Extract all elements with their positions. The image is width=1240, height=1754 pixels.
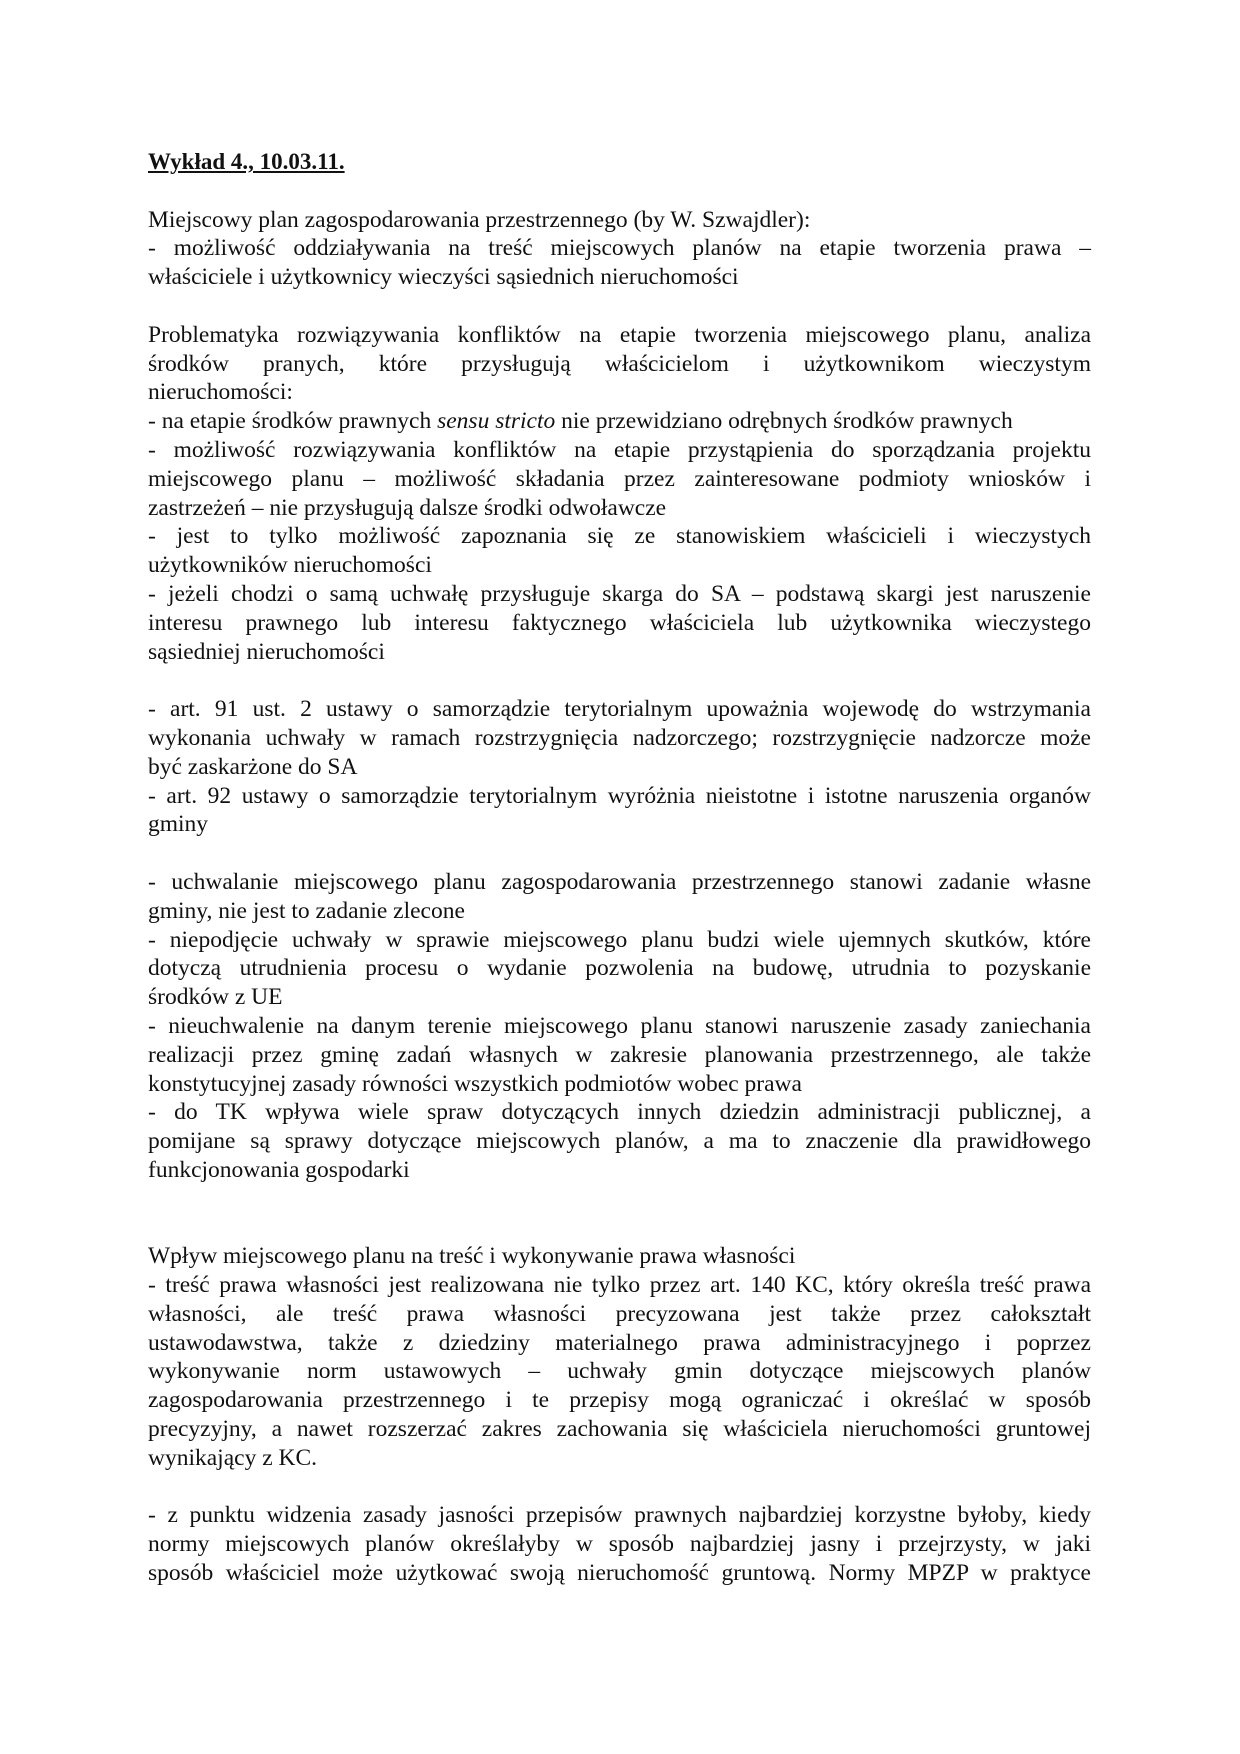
text-line: - do TK wpływa wiele spraw dotyczących innych dziedzin administracji publicznej, a xyxy=(148,1099,1091,1126)
text-line: precyzyjny, a nawet rozszerzać zakres zachowania się właściciela nieruchomości gruntowej xyxy=(148,1416,1091,1443)
text-line: środków pranych, które przysługują właścicielom i użytkownikom wieczystym xyxy=(148,350,1091,377)
text-line: - niepodjęcie uchwały w sprawie miejscowego planu budzi wiele ujemnych skutków, które xyxy=(148,926,1091,953)
text-line: realizacji przez gminę zadań własnych w zakresie planowania przestrzennego, ale także xyxy=(148,1041,1091,1068)
blank-line xyxy=(148,666,1091,695)
text-segment: - na etapie środków prawnych xyxy=(148,408,438,435)
blank-line xyxy=(148,839,1091,868)
text-line: - możliwość oddziaływania na treść miejscowych planów na etapie tworzenia prawa – xyxy=(148,235,1091,262)
text-line: ustawodawstwa, także z dziedziny materialnego prawa administracyjnego i poprzez xyxy=(148,1329,1091,1356)
blank-line xyxy=(148,292,1091,321)
text-line: wynikający z KC. xyxy=(148,1444,318,1471)
text-line: sąsiedniej nieruchomości xyxy=(148,638,385,665)
text-line: - jest to tylko możliwość zapoznania się ze stanowiskiem właścicieli i wieczystych xyxy=(148,523,1091,550)
document-body xyxy=(148,206,1091,1588)
text-line: - nieuchwalenie na danym terenie miejscowego planu stanowi naruszenie zasady zaniechania xyxy=(148,1012,1091,1039)
text-line: - jeżeli chodzi o samą uchwałę przysługuje skarga do SA – podstawą skargi jest naruszenie xyxy=(148,580,1091,607)
text-line: być zaskarżone do SA xyxy=(148,753,358,780)
text-line: użytkowników nieruchomości xyxy=(148,552,432,579)
text-line: pomijane są sprawy dotyczące miejscowych planów, a ma to znaczenie dla prawidłowego xyxy=(148,1128,1091,1155)
text-line: nieruchomości: xyxy=(148,379,293,406)
text-line: miejscowego planu – możliwość składania przez zainteresowane podmioty wniosków i xyxy=(148,465,1091,492)
text-line: funkcjonowania gospodarki xyxy=(148,1156,410,1183)
text-line: środków z UE xyxy=(148,984,283,1011)
lecture-title: Wykład 4., 10.03.11. xyxy=(148,149,345,174)
text-line: - możliwość rozwiązywania konfliktów na etapie przystąpienia do sporządzania projektu xyxy=(148,436,1091,463)
text-line: sposób właściciel może użytkować swoją nieruchomość gruntową. Normy MPZP w praktyce xyxy=(148,1560,1091,1587)
blank-line xyxy=(148,1213,1091,1242)
text-line: - art. 92 ustawy o samorządzie terytorialnym wyróżnia nieistotne i istotne naruszenia organów xyxy=(148,782,1091,809)
document-page xyxy=(148,148,1091,1588)
text-line: - uchwalanie miejscowego planu zagospodarowania przestrzennego stanowi zadanie własne xyxy=(148,868,1091,895)
text-line: Wpływ miejscowego planu na treść i wykonywanie prawa własności xyxy=(148,1243,796,1270)
text-segment: nie przewidziano odrębnych środków prawnych xyxy=(555,408,1013,435)
text-line: wykonania uchwały w ramach rozstrzygnięcia nadzorczego; rozstrzygnięcie nadzorcze może xyxy=(148,724,1091,751)
text-line: zagospodarowania przestrzennego i te przepisy mogą ograniczać i określać w sposób xyxy=(148,1387,1091,1414)
text-line: - treść prawa własności jest realizowana nie tylko przez art. 140 KC, który określa treść prawa xyxy=(148,1272,1091,1299)
text-line: - art. 91 ust. 2 ustawy o samorządzie terytorialnym upoważnia wojewodę do wstrzymania xyxy=(148,696,1091,723)
text-line: - z punktu widzenia zasady jasności przepisów prawnych najbardziej korzystne byłoby, kiedy xyxy=(148,1502,1091,1529)
text-line: gminy xyxy=(148,811,209,838)
text-line: zastrzeżeń – nie przysługują dalsze środki odwoławcze xyxy=(148,494,667,521)
text-line: gminy, nie jest to zadanie zlecone xyxy=(148,897,465,924)
text-line: własności, ale treść prawa własności precyzowana jest także przez całokształt xyxy=(148,1300,1091,1327)
text-line: właściciele i użytkownicy wieczyści sąsiednich nieruchomości xyxy=(148,264,739,291)
text-line xyxy=(148,407,1091,436)
blank-line xyxy=(148,1185,1091,1214)
text-line: Miejscowy plan zagospodarowania przestrzennego (by W. Szwajdler): xyxy=(148,206,811,233)
italic-phrase: sensu stricto xyxy=(437,408,556,435)
text-line: normy miejscowych planów określałyby w sposób najbardziej jasny i przejrzysty, w jaki xyxy=(148,1531,1091,1558)
text-line: wykonywanie norm ustawowych – uchwały gmin dotyczące miejscowych planów xyxy=(148,1358,1091,1385)
blank-line xyxy=(148,1473,1091,1502)
text-line: Problematyka rozwiązywania konfliktów na etapie tworzenia miejscowego planu, analiza xyxy=(148,321,1091,348)
text-line: interesu prawnego lub interesu faktycznego właściciela lub użytkownika wieczystego xyxy=(148,609,1091,636)
text-line: konstytucyjnej zasady równości wszystkich podmiotów wobec prawa xyxy=(148,1070,802,1097)
text-line: dotyczą utrudnienia procesu o wydanie pozwolenia na budowę, utrudnia to pozyskanie xyxy=(148,955,1091,982)
